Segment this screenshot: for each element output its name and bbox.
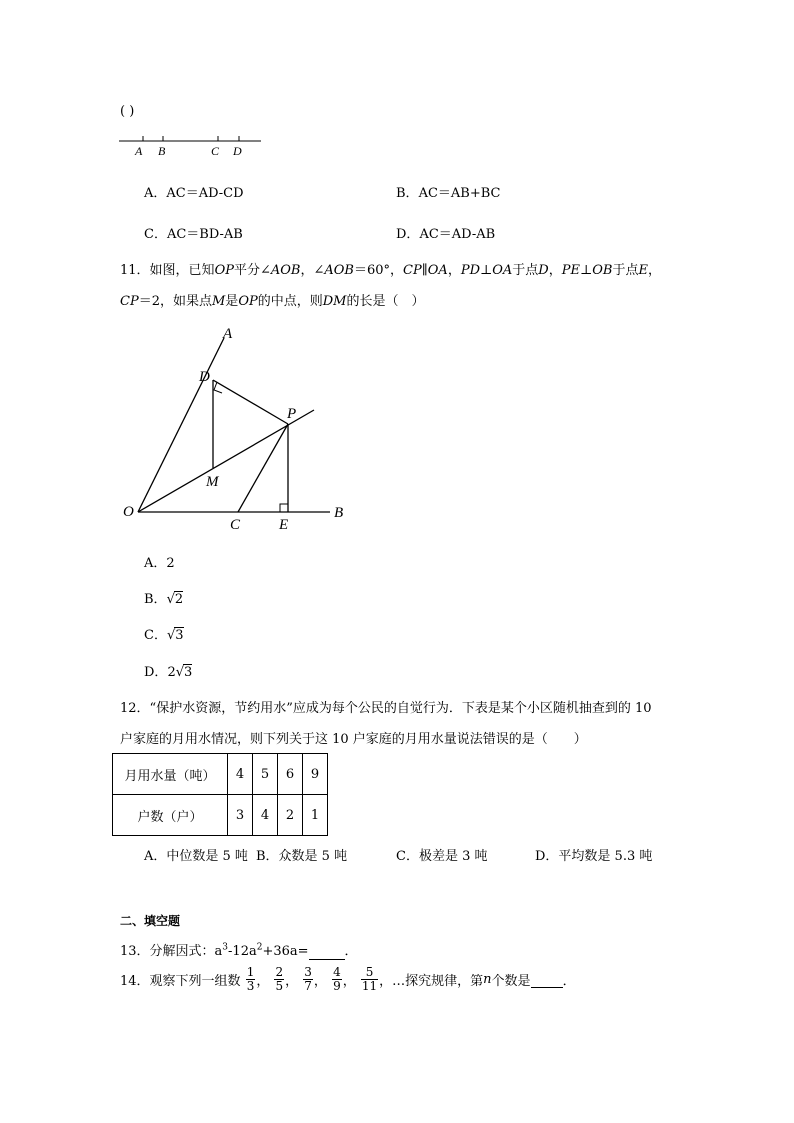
label-d: D [199, 369, 210, 385]
label-p: P [287, 406, 297, 422]
q14-answer-blank[interactable] [531, 972, 563, 988]
q11-geometry-figure [118, 320, 358, 535]
table-row [113, 795, 328, 836]
table-cell: 1 [303, 795, 328, 836]
label-a: A [135, 144, 143, 158]
q12-option-a[interactable]: A．中位数是 5 吨 [144, 849, 248, 864]
q12-stem-line1: 12．“保护水资源，节约用水”应成为每个公民的自觉行为．下表是某个小区随机抽查到的 10 [120, 701, 652, 716]
label-a: A [223, 326, 233, 342]
q10-option-b[interactable]: B．AC＝AB+BC [396, 186, 501, 201]
q11-option-d[interactable]: D．2√3 [144, 665, 193, 680]
q11-stem-line2: CP＝2，如果点M是OP的中点，则DM的长是（ ） [120, 294, 425, 309]
table-cell: 4 [228, 754, 253, 795]
q10-option-a[interactable]: A．AC＝AD-CD [144, 186, 244, 201]
q10-option-c[interactable]: C．AC＝BD-AB [144, 227, 243, 242]
label-c: C [211, 144, 220, 158]
q12-stem-line2: 户家庭的月用水情况，则下列关于这 10 户家庭的月用水量说法错误的是（ ） [120, 732, 587, 747]
label-c: C [230, 517, 241, 533]
table-cell: 9 [303, 754, 328, 795]
segment-dp [213, 380, 288, 424]
table-row [113, 754, 328, 795]
segment-cp [238, 424, 288, 512]
q12-option-d[interactable]: D．平均数是 5.3 吨 [535, 849, 653, 864]
label-m: M [206, 474, 219, 490]
label-b: B [334, 505, 344, 521]
q14-stem: 14．观察下列一组数 $\frac{1}{3}$ ， $\frac{2}{5}$ ， $\frac{3}{7}$ ， $\frac{4}{9}$ ， $\frac{5}{11}$ ，…探究规律，第n个数是 ． [120, 965, 576, 993]
fraction: $\frac{4}{9}$ [333, 965, 341, 993]
q13-stem: 13．分解因式：$a^3-12a^2+36a=$ ． [120, 942, 358, 959]
section-title-fill-in: 二、填空题 [120, 914, 181, 928]
table-cell: 5 [253, 754, 278, 795]
fraction: $\frac{5}{11}$ [361, 965, 378, 993]
fraction: $\frac{2}{5}$ [275, 965, 284, 993]
q13-answer-blank[interactable] [309, 944, 345, 960]
table-cell: 6 [278, 754, 303, 795]
label-o: O [123, 504, 134, 520]
q12-option-c[interactable]: C．极差是 3 吨 [396, 849, 488, 864]
q11-stem-line1: 11．如图，已知OP平分∠AOB，∠AOB＝60°，CP∥OA，PD⊥OA于点D，PE⊥OB于点E， [120, 263, 661, 278]
table-cell: 3 [228, 795, 253, 836]
label-d: D [233, 144, 242, 158]
table-cell: 4 [253, 795, 278, 836]
q11-option-c[interactable]: C．√3 [144, 628, 184, 643]
q11-option-b[interactable]: B．√2 [144, 592, 184, 607]
label-b: B [158, 144, 166, 158]
q10-answer-paren: ( ) [120, 104, 135, 119]
q12-option-b[interactable]: B．众数是 5 吨 [256, 849, 348, 864]
row-header: 月用水量（吨） [113, 754, 228, 795]
q10-option-d[interactable]: D．AC＝AD-AB [396, 227, 496, 242]
fraction: $\frac{1}{3}$ [246, 965, 255, 993]
row-header: 户数（户） [113, 795, 228, 836]
label-e: E [279, 517, 289, 533]
right-angle-e [280, 504, 288, 512]
fraction: $\frac{3}{7}$ [304, 965, 312, 993]
q11-option-a[interactable]: A．2 [144, 556, 175, 571]
q12-water-usage-table [112, 753, 328, 836]
q10-number-line-figure [115, 130, 265, 160]
table-cell: 2 [278, 795, 303, 836]
